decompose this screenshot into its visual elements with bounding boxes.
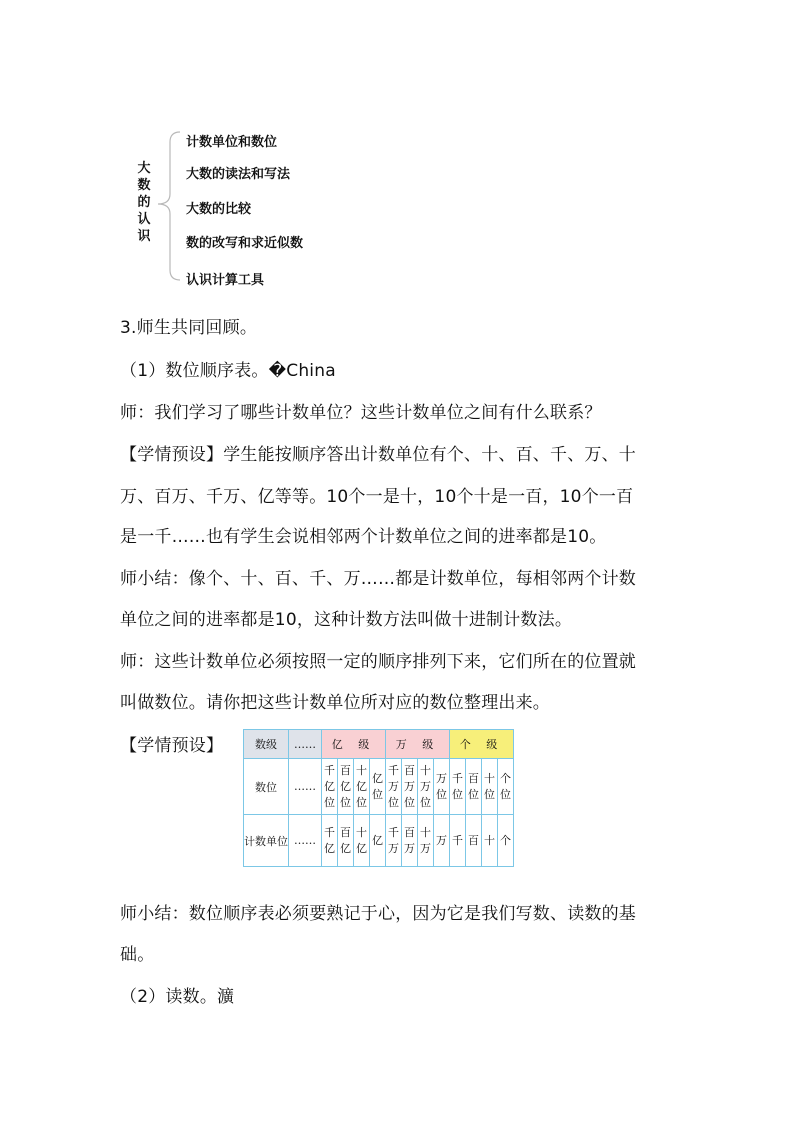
position-cell: 千万位 bbox=[386, 759, 402, 815]
paragraph: 单位之间的进率都是10，这种计数方法叫做十进制计数法。 bbox=[120, 610, 573, 630]
paragraph: 师小结：像个、十、百、千、万……都是计数单位，每相邻两个计数 bbox=[120, 569, 636, 589]
position-cell: 十万位 bbox=[418, 759, 434, 815]
table-row bbox=[244, 730, 514, 759]
paragraph: 师：我们学习了哪些计数单位？这些计数单位之间有什么联系？ bbox=[120, 403, 602, 423]
mindmap-root-char: 识 bbox=[137, 229, 151, 244]
position-cell: 百亿位 bbox=[338, 759, 354, 815]
paragraph: 是一千……也有学生会说相邻两个计数单位之间的进率都是10。 bbox=[120, 527, 607, 547]
unit-cell: 十亿 bbox=[354, 815, 370, 867]
paragraph: 师小结：数位顺序表必须要熟记于心，因为它是我们写数、读数的基 bbox=[120, 904, 636, 924]
mindmap-root-char: 大 bbox=[137, 161, 151, 176]
unit-cell: 千万 bbox=[386, 815, 402, 867]
header-yi-level: 亿 级 bbox=[322, 730, 386, 759]
position-cell: 千亿位 bbox=[322, 759, 338, 815]
unit-cell: 亿 bbox=[370, 815, 386, 867]
position-cell: 十亿位 bbox=[354, 759, 370, 815]
unit-cell: 百亿 bbox=[338, 815, 354, 867]
paragraph: 叫做数位。请你把这些计数单位所对应的数位整理出来。 bbox=[120, 693, 550, 713]
paragraph: 万、百万、千万、亿等等。10个一是十，10个十是一百，10个一百 bbox=[120, 487, 634, 507]
mindmap-root-char: 数 bbox=[137, 178, 151, 193]
mindmap-root-char: 认 bbox=[137, 212, 151, 227]
unit-cell: 千亿 bbox=[322, 815, 338, 867]
mindmap-item: 数的改写和求近似数 bbox=[186, 236, 304, 251]
mindmap-item: 计数单位和数位 bbox=[186, 135, 278, 150]
paragraph: 3.师生共同回顾。 bbox=[120, 318, 258, 338]
mindmap-item: 大数的比较 bbox=[186, 202, 252, 217]
unit-cell: 十 bbox=[482, 815, 498, 867]
mindmap-item: 大数的读法和写法 bbox=[186, 167, 291, 182]
paragraph: （2）读数。瀇 bbox=[120, 987, 235, 1007]
paragraph: 【学情预设】学生能按顺序答出计数单位有个、十、百、千、万、十 bbox=[120, 445, 636, 465]
units-label: 计数单位 bbox=[244, 815, 289, 867]
unit-cell: 千 bbox=[450, 815, 466, 867]
header-wan-level: 万 级 bbox=[386, 730, 450, 759]
position-cell: 千位 bbox=[450, 759, 466, 815]
mindmap-root-char: 的 bbox=[137, 195, 151, 210]
table-row bbox=[244, 759, 514, 815]
paragraph: 【学情预设】 bbox=[120, 736, 224, 756]
header-dots: …… bbox=[289, 730, 322, 759]
mindmap-item: 认识计算工具 bbox=[186, 273, 265, 288]
paragraph: 础。 bbox=[120, 945, 155, 965]
units-dots: …… bbox=[289, 815, 322, 867]
position-cell: 百万位 bbox=[402, 759, 418, 815]
place-value-table bbox=[243, 729, 514, 867]
position-cell: 亿位 bbox=[370, 759, 386, 815]
unit-cell: 十万 bbox=[418, 815, 434, 867]
position-cell: 十位 bbox=[482, 759, 498, 815]
mindmap-bracket bbox=[150, 128, 186, 288]
paragraph: 师：这些计数单位必须按照一定的顺序排列下来，它们所在的位置就 bbox=[120, 652, 636, 672]
position-cell: 个位 bbox=[498, 759, 514, 815]
header-label: 数级 bbox=[244, 730, 289, 759]
unit-cell: 万 bbox=[434, 815, 450, 867]
header-ge-level: 个 级 bbox=[450, 730, 514, 759]
table-row bbox=[244, 815, 514, 867]
unit-cell: 百 bbox=[466, 815, 482, 867]
position-cell: 万位 bbox=[434, 759, 450, 815]
positions-dots: …… bbox=[289, 759, 322, 815]
unit-cell: 百万 bbox=[402, 815, 418, 867]
unit-cell: 个 bbox=[498, 815, 514, 867]
position-cell: 百位 bbox=[466, 759, 482, 815]
positions-label: 数位 bbox=[244, 759, 289, 815]
paragraph: （1）数位顺序表。�China bbox=[120, 361, 336, 381]
